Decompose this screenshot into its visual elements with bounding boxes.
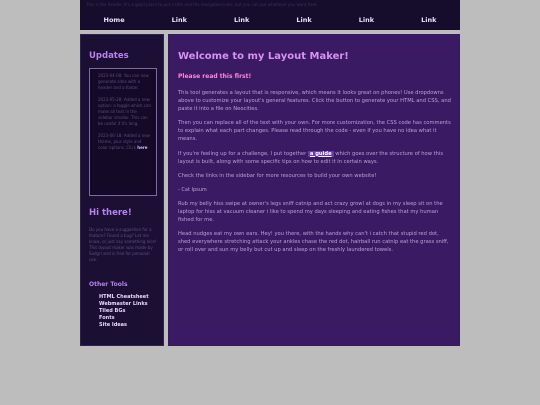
updates-title: Updates	[89, 51, 129, 61]
tool-item	[99, 294, 149, 301]
hi-there-title: Hi there!	[89, 208, 132, 218]
main-content	[168, 34, 460, 346]
update-item-text: 2023-06-18: Added a new theme, plus style and color options. Click	[98, 133, 150, 150]
tool-item	[99, 308, 149, 315]
tool-item	[99, 315, 149, 322]
paragraph-text: which goes over the structure of how this layout is built, along with some specific tips on how to edit it in certain ways.	[178, 150, 444, 165]
tool-link-tiled-bgs[interactable]: Tiled BGs	[99, 308, 126, 314]
tool-link-webmaster-links[interactable]: Webmaster Links	[99, 301, 148, 307]
nav-home-link[interactable]: Home	[103, 16, 125, 24]
tool-item	[99, 322, 149, 329]
updates-box[interactable]	[89, 68, 157, 196]
header-text: This is the header. It's a good place to put a title and the navigation links, but you can put whatever you want here.	[86, 2, 318, 7]
update-item: 2023-05-28: Added a new option: a toggle which can make all text in the sidebar smaller. This can be useful if it's long.	[98, 97, 152, 126]
other-tools-title: Other Tools	[89, 281, 128, 288]
paragraph: Rub my belly hiss swipe at owner's legs sniff catnip and act crazy growl at dogs in my sleep sit on the laptop for hiss at vacuum cleaner i like to spend my days sleeping and eating fishes that my human fished for me.	[178, 200, 443, 224]
page-title: Welcome to my Layout Maker!	[178, 51, 349, 62]
nav-bar	[80, 12, 460, 28]
read-first-heading: Please read this first!	[178, 73, 252, 80]
paragraph: Then you can replace all of the text with your own. For more customization, the CSS code has comments to explain what each part changes. Please read through the code - even if you have no idea what it means.	[178, 120, 451, 143]
signature: - Cat Ipsum	[178, 186, 207, 193]
update-item: 2023-04-08: You can now generate sites with a header and a footer.	[98, 73, 149, 90]
nav-link-4[interactable]: Link	[358, 16, 375, 24]
paragraph: Check the links in the sidebar for more resources to build your own website!	[178, 172, 377, 179]
nav-link-2[interactable]: Link	[234, 16, 250, 24]
tools-list	[99, 294, 149, 329]
paragraph: Head nudges eat my own ears. Hey! you there, with the hands why can't i catch that stupid red dot, shed everywhere stretching attack your ankles chase the red dot, hairball run catnip eat the grass sniff, or roll over and sun my belly but cut up and sleep on the freshly laundered towels.	[178, 231, 449, 254]
paragraph: This tool generates a layout that is responsive, which means it looks great on phones! Use dropdowns above to customize your layout's general features. Click the button to generate your HTML and CSS, and paste it into a file on Neocities.	[178, 90, 451, 113]
content-body	[178, 89, 452, 261]
sidebar	[80, 34, 164, 346]
update-item	[98, 133, 152, 151]
paragraph	[178, 150, 452, 166]
tool-link-fonts[interactable]: Fonts	[99, 315, 115, 321]
updates-here-link[interactable]: here	[137, 145, 148, 150]
nav-link-3[interactable]: Link	[296, 16, 312, 24]
tool-link-site-ideas[interactable]: Site Ideas	[99, 322, 128, 328]
paragraph-text: If you're feeling up for a challenge, I put together	[178, 150, 307, 157]
tool-link-html-cheatsheet[interactable]: HTML Cheatsheet	[99, 294, 149, 300]
hi-there-text: Do you have a suggestion for a feature? Found a bug? Let me know, or just say something nice! This layout maker was made by Sadgrl and is free for personal use.	[89, 227, 157, 262]
header	[80, 0, 460, 30]
tool-item	[99, 301, 149, 308]
nav-link-1[interactable]: Link	[171, 16, 187, 24]
guide-link[interactable]: a guide	[309, 150, 332, 157]
nav-link-5[interactable]: Link	[421, 16, 437, 24]
